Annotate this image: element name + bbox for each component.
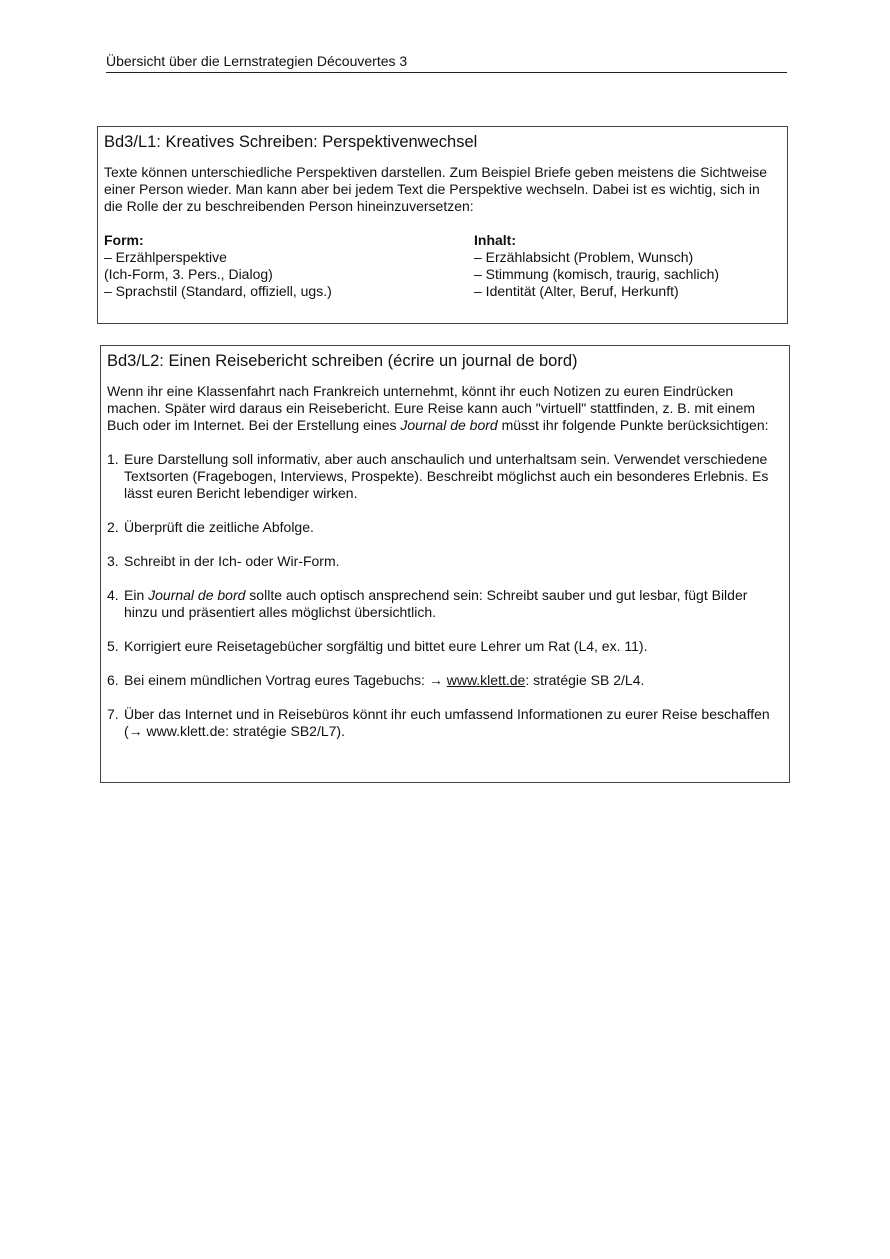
list-item (107, 553, 783, 570)
list-text-emphasis: Journal de bord (148, 587, 246, 603)
list-item (107, 706, 783, 740)
inhalt-item: – Stimmung (komisch, traurig, sachlich) (474, 266, 720, 282)
page-header (106, 52, 787, 73)
intro-text: Wenn ihr eine Klassenfahrt nach Frankreich unternehmt, könnt ihr euch Notizen zu euren Eindrücken machen. Später wird daraus ein Reisebericht. Eure Reise kann auch "virtuell" stattfinden, z. B. mit einem Buch oder im Internet. Bei der Erstellung eines (107, 383, 756, 433)
page-header-title: Übersicht über die Lernstrategien Découvertes 3 (106, 53, 408, 69)
inhalt-item: – Identität (Alter, Beruf, Herkunft) (474, 283, 679, 299)
strategy-box-perspektivenwechsel (97, 126, 788, 324)
list-number: 7. (107, 706, 119, 722)
two-column-list (104, 232, 781, 300)
intro-text: müsst ihr folgende Punkte berücksichtigen: (497, 417, 769, 433)
list-number: 1. (107, 451, 119, 467)
list-text-part: : stratégie SB 2/L4. (525, 672, 645, 688)
list-item-text (124, 672, 783, 689)
list-text-part: Ein (124, 587, 149, 603)
list-text-part: Bei einem mündlichen Vortrag eures Tagebuchs: → (124, 672, 447, 688)
list-item (107, 638, 783, 655)
list-item (107, 587, 783, 621)
list-item-text: Überprüft die zeitliche Abfolge. (124, 519, 314, 535)
list-number: 4. (107, 587, 119, 603)
list-text-part: sollte auch optisch ansprechend sein: Schreibt sauber und gut lesbar, fügt Bilder hinzu und präsentiert alles möglichst übersichtlich. (124, 587, 748, 620)
list-number: 2. (107, 519, 119, 535)
numbered-list (107, 451, 783, 740)
inhalt-column (474, 232, 719, 300)
list-item (107, 451, 783, 502)
form-item: (Ich-Form, 3. Pers., Dialog) (104, 266, 273, 282)
list-item-text: Schreibt in der Ich- oder Wir-Form. (124, 553, 340, 569)
form-column (104, 232, 474, 300)
list-item-text: Eure Darstellung soll informativ, aber auch anschaulich und unterhaltsam sein. Verwendet verschiedene Textsorten (Fragebogen, Interviews, Prospekte). Beschreibt möglichst auch ein besonderes Erlebnis. Es lässt euren Bericht lebendiger wirken. (124, 451, 769, 501)
list-item-text: Über das Internet und in Reisebüros könnt ihr euch umfassend Informationen zu eurer Reise beschaffen (→ www.klett.de: stratégie SB2/L7). (124, 706, 770, 739)
list-number: 5. (107, 638, 119, 654)
inhalt-item: – Erzählabsicht (Problem, Wunsch) (474, 249, 694, 265)
section-intro (107, 383, 783, 434)
list-number: 6. (107, 672, 119, 688)
form-item: – Sprachstil (Standard, offiziell, ugs.) (104, 283, 332, 299)
strategy-box-reisebericht (100, 345, 790, 783)
section-title: Bd3/L2: Einen Reisebericht schreiben (écrire un journal de bord) (107, 352, 578, 370)
list-item (107, 519, 783, 536)
section-intro: Texte können unterschiedliche Perspektiven darstellen. Zum Beispiel Briefe geben meistens die Sichtweise einer Person wieder. Man kann aber bei jedem Text die Perspektive wechseln. Dabei ist es wichtig, sich in die Rolle der zu beschreibenden Person hineinzuversetzen: (104, 164, 768, 214)
form-item: – Erzählperspektive (104, 249, 227, 265)
list-item-text (124, 587, 783, 621)
inhalt-heading: Inhalt: (474, 232, 516, 248)
form-heading: Form: (104, 232, 144, 248)
list-number: 3. (107, 553, 119, 569)
list-item (107, 672, 783, 689)
section-title: Bd3/L1: Kreatives Schreiben: Perspektivenwechsel (104, 133, 478, 151)
intro-emphasis: Journal de bord (400, 417, 498, 433)
list-item-text: Korrigiert eure Reisetagebücher sorgfältig und bittet eure Lehrer um Rat (L4, ex. 11). (124, 638, 648, 654)
klett-link[interactable]: www.klett.de (446, 672, 526, 688)
